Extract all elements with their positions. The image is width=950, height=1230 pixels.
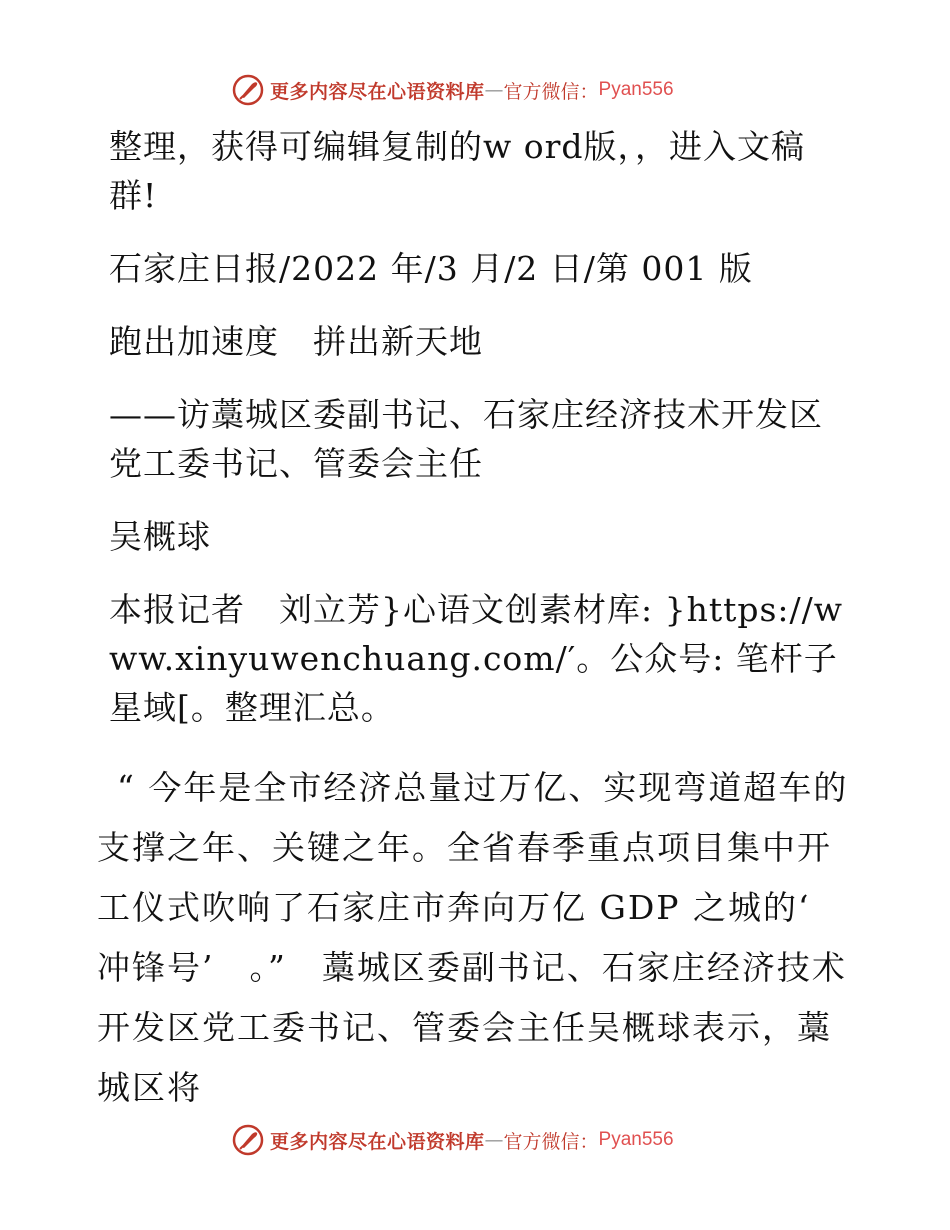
document-body: [97, 122, 853, 1144]
banner-wechat-label: 官方微信：: [503, 1130, 599, 1153]
interviewee-name: 吴概球: [109, 517, 211, 556]
headline: 跑出加速度 拼出新天地: [109, 322, 483, 361]
quill-pen-circle-icon: [232, 74, 264, 106]
banner-wechat-id: Pyan556: [598, 79, 674, 100]
body-paragraph: “ 今年是全市经济总量过万亿、实现弯道超车的支撑之年、关键之年。全省春季重点项目集中开工仪式吹响了石家庄市奔向万亿 GDP 之城的‘ 冲锋号’ 。” 藁城区委副书记、石家庄经济技术开发区党工委书记、管委会主任吴概球表示，藁城区将: [97, 768, 849, 1107]
banner-dash: —: [484, 79, 504, 101]
banner-site-text: 更多内容尽在心语资料库: [270, 1130, 485, 1153]
quill-pen-circle-icon: [232, 1124, 264, 1156]
header-banner: [232, 70, 712, 110]
banner-site-text: 更多内容尽在心语资料库: [270, 80, 485, 103]
source-line: 石家庄日报/2022 年/3 月/2 日/第 001 版: [109, 249, 753, 288]
intro-paragraph: 整理，获得可编辑复制的w ord版，，进入文稿群!: [109, 127, 806, 215]
byline: 本报记者 刘立芳}心语文创素材库: }https://www.xinyuwenchuang.com/′。公众号: 笔杆子星域[。整理汇总。: [109, 590, 844, 727]
footer-banner: [232, 1120, 712, 1160]
banner-dash: —: [484, 1129, 504, 1151]
subtitle: ——访藁城区委副书记、石家庄经济技术开发区党工委书记、管委会主任: [109, 395, 823, 483]
banner-wechat-id: Pyan556: [598, 1129, 674, 1150]
banner-wechat-label: 官方微信：: [503, 80, 599, 103]
